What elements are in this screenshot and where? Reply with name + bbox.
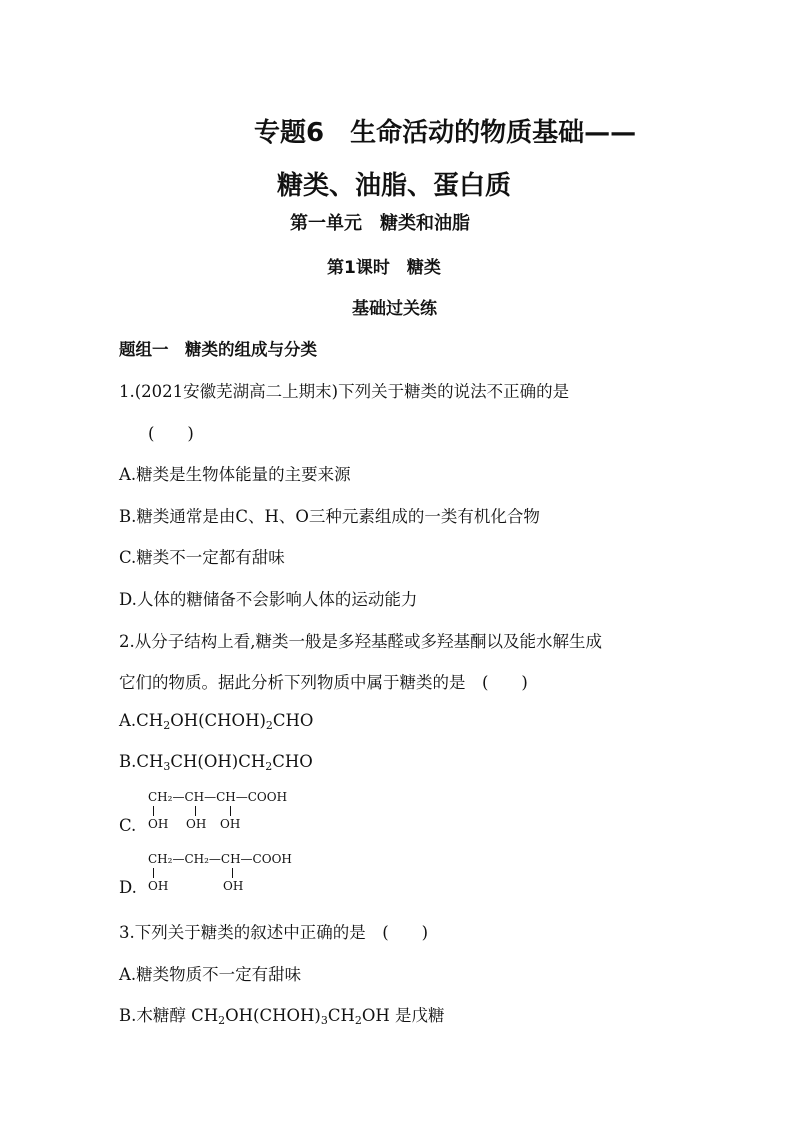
structure-substituent: OH [223,879,244,893]
structure-substituent: OH [220,817,241,831]
question-2-option-b: $B.CH_3CH(OH)CH_2CHO$ [119,752,313,773]
question-2-stem-line1: 2.从分子结构上看,糖类一般是多羟基醛或多羟基酮以及能水解生成 [119,632,602,651]
page-title: 专题6 生命活动的物质基础—— [254,118,637,148]
section-heading: 基础过关练 [352,299,437,319]
question-2-option-c-label: C. [119,816,137,835]
structure-substituent: OH [186,817,207,831]
question-3-option-b: B.木糖醇 $CH_2OH(CHOH)_3CH_2OH$ 是戊糖 [119,1006,445,1027]
question-1-option-d: D.人体的糖储备不会影响人体的运动能力 [119,590,418,609]
bond-line [153,868,154,878]
question-1-blank: ( ) [148,424,194,443]
structure-main-chain: CH₂—CH—CH—COOH [148,790,288,804]
structure-substituent: OH [148,879,169,893]
bond-line [195,806,196,816]
question-1-stem: 1.(2021安徽芜湖高二上期末)下列关于糖类的说法不正确的是 [119,382,570,401]
bond-line [232,868,233,878]
page-subtitle: 糖类、油脂、蛋白质 [277,171,512,201]
group-title: 题组一 糖类的组成与分类 [119,340,317,359]
question-1-option-b: B.糖类通常是由C、H、O三种元素组成的一类有机化合物 [119,507,540,526]
question-1-option-a: A.糖类是生物体能量的主要来源 [119,465,351,484]
question-2-option-d-structure [148,852,318,898]
question-1-option-c: C.糖类不一定都有甜味 [119,548,285,567]
bond-line [230,806,231,816]
structure-substituent: OH [148,817,169,831]
question-3-option-a: A.糖类物质不一定有甜味 [119,965,302,984]
unit-heading: 第一单元 糖类和油脂 [290,213,470,234]
bond-line [153,806,154,816]
question-3-stem: 3.下列关于糖类的叙述中正确的是 ( ) [119,923,429,942]
question-2-option-d-label: D. [119,878,137,897]
question-2-option-c-structure [148,790,318,836]
question-2-stem-line2: 它们的物质。据此分析下列物质中属于糖类的是 ( ) [119,673,528,692]
structure-main-chain: CH₂—CH₂—CH—COOH [148,852,292,866]
lesson-heading: 第1课时 糖类 [327,258,441,278]
question-2-option-a: $A.CH_2OH(CHOH)_2CHO$ [119,711,314,732]
